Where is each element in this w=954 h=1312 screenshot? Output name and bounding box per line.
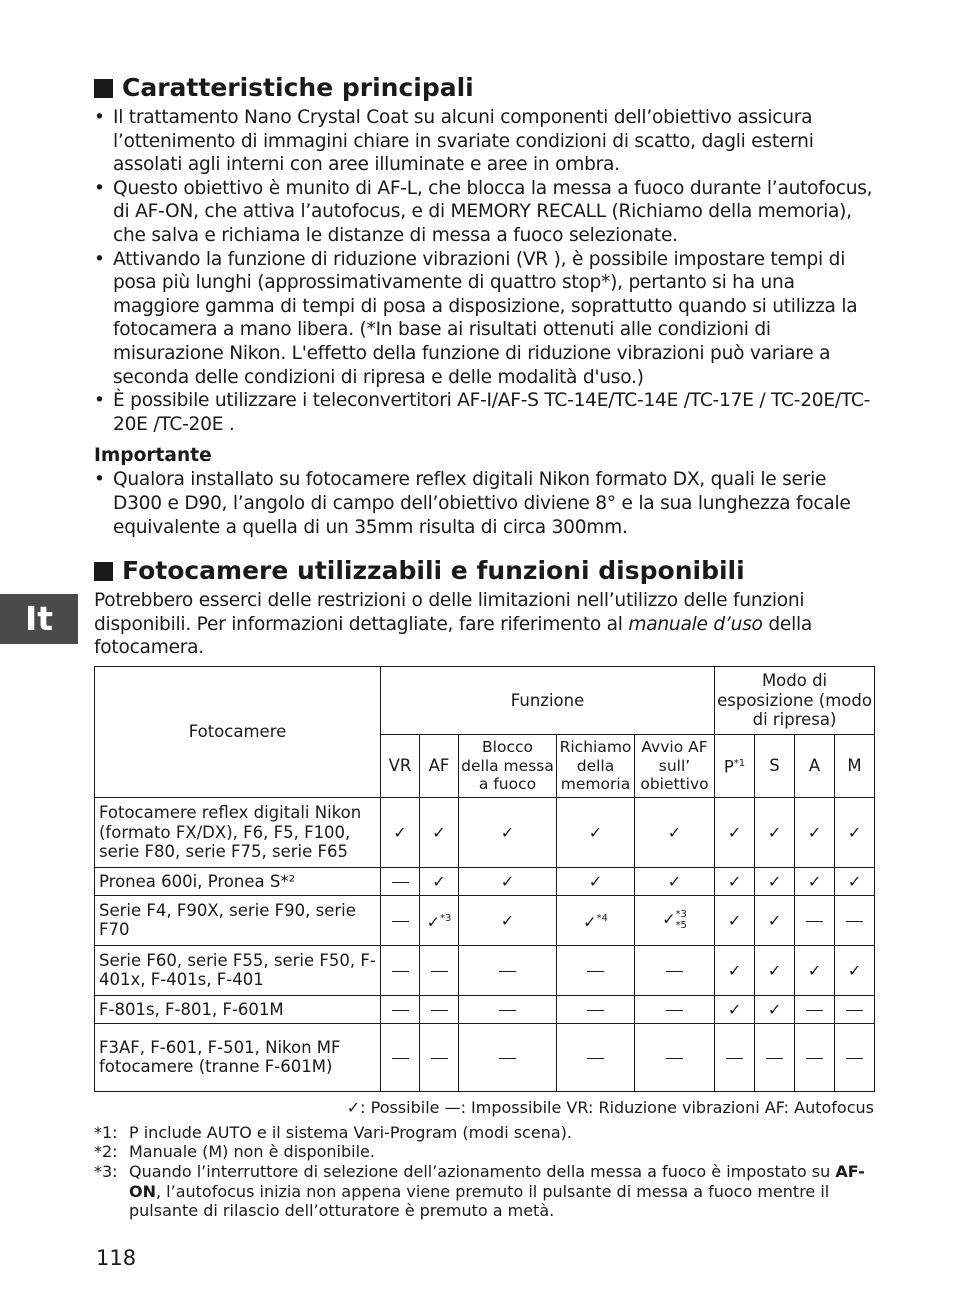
check-icon: ✓ (588, 871, 603, 891)
check-icon: ✓ (432, 871, 446, 891)
not-available-mark (381, 1023, 420, 1091)
check-icon: ✓ (432, 822, 446, 842)
col-p: $P^{*1}$ (715, 734, 755, 797)
not-available-mark (557, 945, 635, 995)
check-icon: ✓ (767, 871, 782, 891)
footnote: *2: Manuale (M) non è disponibile. (94, 1142, 375, 1162)
not-available-mark (795, 895, 835, 945)
available-mark (420, 797, 459, 867)
available-mark (835, 945, 875, 995)
check-icon: ✓ (727, 999, 742, 1019)
check-icon: ✓ (847, 871, 862, 891)
available-mark (715, 995, 755, 1023)
not-available-mark (635, 995, 715, 1023)
list-item: • È possibile utilizzare i teleconvertitori AF-I/AF-S TC-14E/TC-14E /TC-17E / TC-20E/TC-20E /TC-20E . (94, 389, 874, 436)
available-mark (420, 895, 459, 945)
language-tab: It (0, 594, 78, 644)
available-mark (557, 895, 635, 945)
check-icon: ✓ (727, 871, 742, 891)
footnote-refs (676, 909, 687, 931)
dash-icon (499, 1058, 516, 1059)
available-mark (635, 867, 715, 895)
footnotes (94, 1123, 874, 1221)
check-icon: ✓ (807, 960, 822, 980)
table-row (95, 797, 875, 867)
col-af-on: Avvio AF sull’ obiettivo (635, 734, 715, 797)
check-icon: ✓ (767, 822, 782, 842)
check-icon: ✓ (662, 909, 676, 929)
features-list (94, 106, 874, 436)
col-af: AF (420, 734, 459, 797)
available-mark (795, 797, 835, 867)
footnote-ref: *4 (596, 912, 608, 924)
not-available-mark (795, 1023, 835, 1091)
available-mark (755, 895, 795, 945)
dash-icon (587, 1010, 604, 1011)
list-item: • Attivando la funzione di riduzione vibrazioni (VR ), è possibile impostare tempi di posa più lunghi (approssimativamente di quattro stop*), pertanto si ha una maggiore gamma di tempi di posa a disposizione, soprattutto quando si utilizza la fotocamera a mano libera. (*In base ai risultati ottenuti alle condizioni di misurazione Nikon. L'effetto della funzione di riduzione vibrazioni può variare a seconda delle condizioni di ripresa e delle modalità d'uso.) (94, 248, 874, 390)
dash-icon (499, 971, 516, 972)
camera-name-cell: F-801s, F-801, F-601M (95, 995, 381, 1023)
col-s: S (755, 734, 795, 797)
not-available-mark (557, 1023, 635, 1091)
dash-icon (431, 1010, 448, 1011)
cameras-intro: Potrebbero esserci delle restrizioni o delle limitazioni nell’utilizzo delle funzioni disponibili. Per informazioni dettagliate, fare riferimento al manuale d’uso della fotocamera. (94, 590, 813, 659)
dash-icon (846, 1058, 863, 1059)
table-legend: ✓: Possibile —: Impossibile VR: Riduzione vibrazioni AF: Autofocus (346, 1097, 874, 1117)
dash-icon (392, 1058, 409, 1059)
not-available-mark (557, 995, 635, 1023)
check-icon: ✓ (767, 910, 782, 930)
available-mark (795, 945, 835, 995)
not-available-mark (635, 1023, 715, 1091)
camera-name-cell: F3AF, F-601, F-501, Nikon MF fotocamere (tranne F-601M) (95, 1023, 381, 1091)
check-icon: ✓ (807, 871, 822, 891)
available-mark (459, 867, 557, 895)
list-item: • Il trattamento Nano Crystal Coat su alcuni componenti dell’obiettivo assicura l’ottenimento di immagini chiare in svariate condizioni di scatto, dagli esterni assolati agli interni con aree illuminate e aree in ombra. (94, 106, 874, 177)
not-available-mark (381, 945, 420, 995)
available-mark (755, 797, 795, 867)
header-function: Funzione (381, 666, 715, 734)
available-mark (715, 797, 755, 867)
check-icon: ✓ (727, 960, 742, 980)
header-exposure: Modo di esposizione (modo di ripresa) (715, 666, 875, 734)
header-cameras: Fotocamere (95, 666, 381, 797)
table-row (95, 1023, 875, 1091)
check-icon: ✓ (500, 910, 515, 930)
dash-icon (431, 971, 448, 972)
list-item: • Qualora installato su fotocamere reflex digitali Nikon formato DX, quali le serie D300 e D90, l’angolo di campo dell’obiettivo diviene 8° e la sua lunghezza focale equivalente a quella di un 35mm risulta di circa 300mm. (94, 468, 874, 539)
not-available-mark (835, 1023, 875, 1091)
available-mark (557, 867, 635, 895)
available-mark (715, 867, 755, 895)
check-icon: ✓ (847, 822, 862, 842)
available-mark (557, 797, 635, 867)
camera-name-cell: Serie F60, serie F55, serie F50, F-401x, F-401s, F-401 (95, 945, 381, 995)
square-bullet-icon (94, 562, 113, 581)
not-available-mark (459, 1023, 557, 1091)
compatibility-table (94, 666, 875, 1092)
not-available-mark (381, 895, 420, 945)
check-icon: ✓ (426, 912, 441, 932)
available-mark (755, 945, 795, 995)
footnote-ref: *3 (440, 912, 452, 924)
not-available-mark (381, 867, 420, 895)
not-available-mark (420, 995, 459, 1023)
dash-icon (766, 1058, 783, 1059)
available-mark (755, 867, 795, 895)
important-label: Importante (94, 445, 212, 467)
available-mark (795, 867, 835, 895)
available-mark (635, 797, 715, 867)
not-available-mark (755, 1023, 795, 1091)
available-mark (835, 797, 875, 867)
table-row (95, 867, 875, 895)
dash-icon (846, 921, 863, 922)
not-available-mark (715, 1023, 755, 1091)
available-mark (459, 895, 557, 945)
dash-icon (666, 971, 683, 972)
dash-icon (666, 1058, 683, 1059)
check-icon: ✓ (847, 960, 862, 980)
col-m: M (835, 734, 875, 797)
available-mark (715, 945, 755, 995)
available-mark (715, 895, 755, 945)
page-content (94, 72, 874, 1221)
not-available-mark (420, 945, 459, 995)
check-icon: ✓ (767, 999, 782, 1019)
not-available-mark (459, 945, 557, 995)
available-mark (420, 867, 459, 895)
check-icon: ✓ (767, 960, 782, 980)
table-row (95, 995, 875, 1023)
footnote-ref: *3 (675, 909, 687, 921)
col-memory-recall: Richiamo della memoria (557, 734, 635, 797)
footnote: *1: P include AUTO e il sistema Vari-Program (modi scena). (94, 1122, 572, 1142)
table-body (95, 797, 875, 1091)
check-icon: ✓ (667, 871, 682, 891)
dash-icon (431, 1058, 448, 1059)
square-bullet-icon (94, 79, 113, 98)
check-icon: ✓ (393, 822, 407, 842)
dash-icon (666, 1010, 683, 1011)
col-a: A (795, 734, 835, 797)
dash-icon (392, 1010, 409, 1011)
footnote-ref: *5 (675, 920, 687, 932)
available-mark (635, 895, 715, 945)
list-item: • Questo obiettivo è munito di AF-L, che blocca la messa a fuoco durante l’autofocus, di AF-ON, che attiva l’autofocus, e di MEMORY RECALL (Richiamo della memoria), che salva e richiama le distanze di messa a fuoco selezionate. (94, 177, 874, 248)
available-mark (835, 867, 875, 895)
dash-icon (806, 1010, 823, 1011)
check-icon: ✓ (807, 822, 822, 842)
section-title-features: Caratteristiche principali (94, 72, 874, 104)
camera-name-cell: Serie F4, F90X, serie F90, serie F70 (95, 895, 381, 945)
not-available-mark (835, 895, 875, 945)
dash-icon (846, 1010, 863, 1011)
available-mark (755, 995, 795, 1023)
col-vr: VR (381, 734, 420, 797)
check-icon: ✓ (588, 822, 603, 842)
check-icon: ✓ (500, 822, 515, 842)
section-title-cameras: Fotocamere utilizzabili e funzioni disponibili (94, 555, 874, 587)
not-available-mark (381, 995, 420, 1023)
dash-icon (806, 921, 823, 922)
dash-icon (392, 882, 409, 883)
check-icon: ✓ (727, 910, 742, 930)
dash-icon (806, 1058, 823, 1059)
check-icon: ✓ (667, 822, 682, 842)
available-mark (459, 797, 557, 867)
dash-icon (587, 1058, 604, 1059)
not-available-mark (835, 995, 875, 1023)
table-row (95, 895, 875, 945)
not-available-mark (420, 1023, 459, 1091)
dash-icon (392, 921, 409, 922)
camera-name-cell: Fotocamere reflex digitali Nikon (formato FX/DX), F6, F5, F100, serie F80, serie F75, serie F65 (95, 797, 381, 867)
available-mark (381, 797, 420, 867)
not-available-mark (635, 945, 715, 995)
important-list (94, 468, 874, 539)
not-available-mark (795, 995, 835, 1023)
page-number: 118 (96, 1246, 137, 1270)
check-icon: ✓ (583, 912, 597, 932)
footnote: *3: Quando l’interruttore di selezione dell’azionamento della messa a fuoco è impostato su AF-ON, l’autofocus inizia non appena viene premuto il pulsante di messa a fuoco mentre il pulsante di rilascio dell’otturatore è premuto a metà. (94, 1162, 865, 1221)
not-available-mark (459, 995, 557, 1023)
dash-icon (726, 1058, 743, 1059)
dash-icon (392, 971, 409, 972)
col-focus-lock: Blocco della messa a fuoco (459, 734, 557, 797)
camera-name-cell: Pronea 600i, Pronea S*² (95, 867, 381, 895)
dash-icon (587, 971, 604, 972)
dash-icon (499, 1010, 516, 1011)
table-row (95, 945, 875, 995)
check-icon: ✓ (500, 871, 515, 891)
check-icon: ✓ (727, 822, 742, 842)
